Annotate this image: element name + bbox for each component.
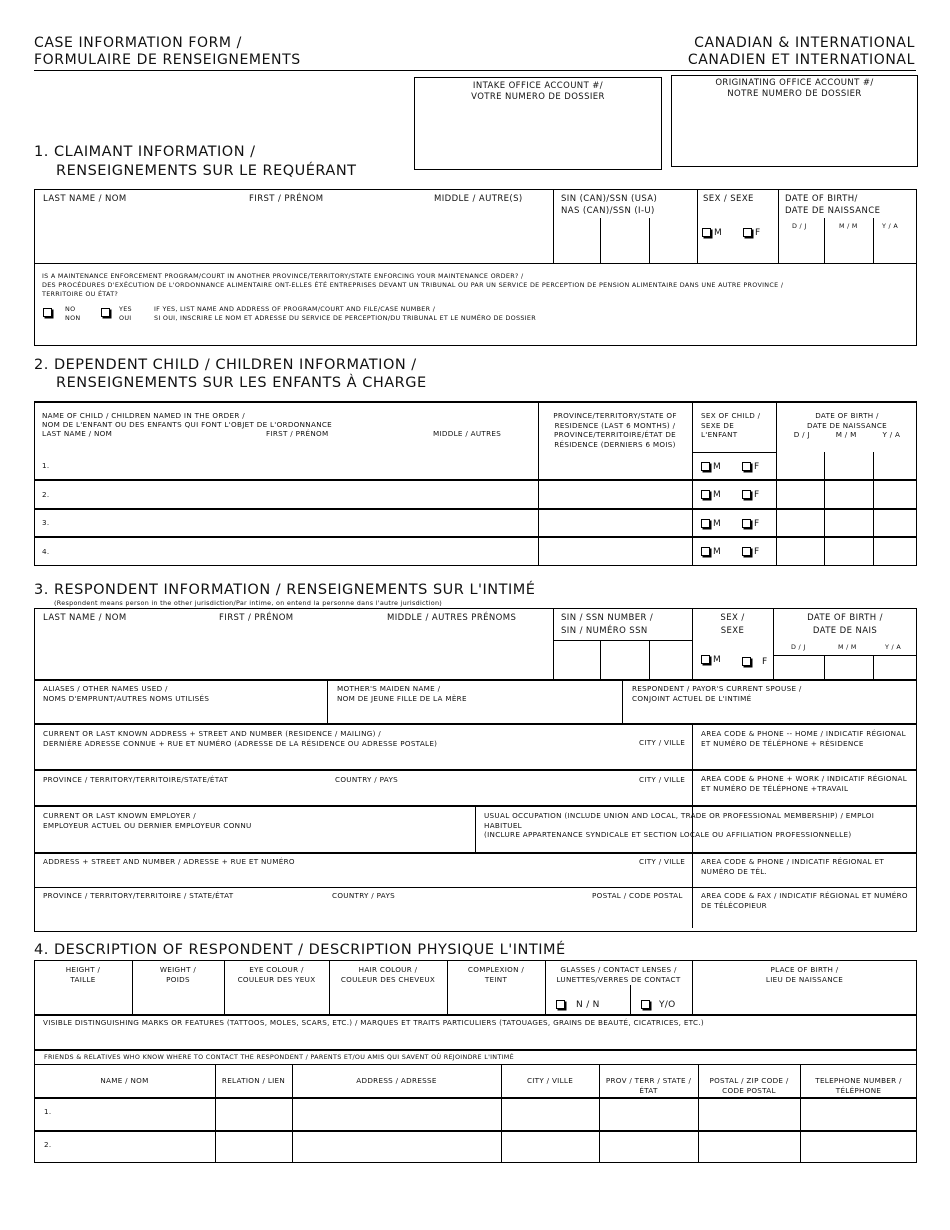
eye-colour-label bbox=[224, 965, 329, 984]
sex-female-text: F bbox=[762, 657, 768, 667]
respondent-sin-rule bbox=[553, 640, 692, 641]
respondent-middle-name-label: MIDDLE / AUTRES PRÉNOMS bbox=[387, 613, 517, 623]
home-phone-line-1: AREA CODE & PHONE -- HOME / INDICATIF RÉGIONAL bbox=[701, 729, 906, 738]
intake-account-label-en: INTAKE OFFICE ACCOUNT #/ bbox=[472, 81, 604, 91]
respondent-dob-divider bbox=[824, 655, 825, 679]
child-sex-line-1: SEX OF CHILD / bbox=[701, 411, 761, 420]
respondent-col-divider bbox=[622, 680, 623, 723]
respondent-col-divider bbox=[553, 608, 554, 679]
sex-male-text: M bbox=[713, 655, 722, 665]
checkbox-icon bbox=[701, 462, 710, 471]
employer-fax-line-1: AREA CODE & FAX / INDICATIF RÉGIONAL ET NUMÉRO bbox=[701, 891, 908, 900]
work-phone-label bbox=[701, 774, 907, 793]
respondent-row-rule bbox=[34, 852, 917, 854]
sex-female-text: F bbox=[754, 519, 760, 529]
spouse-line-1: RESPONDENT / PAYOR'S CURRENT SPOUSE / bbox=[632, 684, 802, 693]
dob-month-label: M / M bbox=[839, 222, 858, 230]
checkbox-icon bbox=[43, 308, 52, 317]
checkbox-icon bbox=[743, 228, 752, 237]
form-title-fr: FORMULAIRE DE RENSEIGNEMENTS bbox=[34, 52, 301, 68]
child-row-number: 1. bbox=[42, 461, 50, 470]
claimant-sin-label: SIN (CAN)/SSN (USA) bbox=[561, 194, 658, 204]
form-title-en: CASE INFORMATION FORM / bbox=[34, 35, 242, 51]
children-row-rule bbox=[34, 536, 917, 538]
sin-cell-divider bbox=[649, 218, 650, 263]
employer-line-2: EMPLOYEUR ACTUEL OU DERNIER EMPLOYEUR CONNU bbox=[43, 820, 252, 830]
children-col-divider bbox=[538, 402, 539, 566]
respondent-dob-line-2: DATE DE NAIS bbox=[812, 626, 878, 636]
friends-col-relation: RELATION / LIEN bbox=[221, 1076, 286, 1085]
claimant-sex-female-checkbox[interactable] bbox=[743, 228, 760, 238]
employer-label bbox=[43, 811, 252, 830]
work-phone-line-2: ET NUMÉRO DE TÉLÉPHONE +TRAVAIL bbox=[701, 783, 849, 793]
checkbox-icon bbox=[701, 490, 710, 499]
employer-phone-line-2: NUMÉRO DE TÉL. bbox=[701, 866, 768, 876]
checkbox-icon bbox=[742, 519, 751, 528]
child-province-line-4: RÉSIDENCE (DERNIERS 6 MOIS) bbox=[554, 439, 676, 449]
distinguishing-marks-label: VISIBLE DISTINGUISHING MARKS OR FEATURES (TATTOOS, MOLES, SCARS, ETC.) / MARQUES ET TRAITS PARTICULIERS (TATOUAGES, GRAINS DE BEAUTÉ, CICATRICES, ETC.) bbox=[43, 1018, 704, 1027]
address-city-label: CITY / VILLE bbox=[639, 738, 686, 747]
pob-line-2: LIEU DE NAISSANCE bbox=[765, 974, 844, 984]
height-line-2: TAILLE bbox=[70, 974, 96, 984]
maiden-line-1: MOTHER'S MAIDEN NAME / bbox=[337, 684, 441, 693]
country-label: COUNTRY / PAYS bbox=[335, 775, 399, 784]
enforcement-question-en: IS A MAINTENANCE ENFORCEMENT PROGRAM/COURT IN ANOTHER PROVINCE/TERRITORY/STATE ENFORCING YOUR MAINTENANCE ORDER? / bbox=[42, 272, 524, 280]
friends-col-telephone-line-1: TELEPHONE NUMBER / bbox=[815, 1076, 902, 1085]
height-line-1: HEIGHT / bbox=[65, 965, 101, 974]
employer-fax-label bbox=[701, 891, 908, 910]
claimant-col-divider bbox=[697, 189, 698, 263]
section-2-title: 2. DEPENDENT CHILD / CHILDREN INFORMATION / bbox=[34, 357, 417, 373]
enforcement-oui-label: OUI bbox=[119, 314, 132, 322]
aliases-line-1: ALIASES / OTHER NAMES USED / bbox=[43, 684, 168, 693]
respondent-sex-line-1: SEX / bbox=[720, 613, 745, 623]
friends-col-province-line-1: PROV / TERR / STATE / bbox=[605, 1076, 692, 1085]
child-1-female-checkbox[interactable] bbox=[742, 462, 759, 472]
employer-province-label: PROVINCE / TERRITORY/TERRITOIRE / STATE/ÉTAT bbox=[43, 891, 234, 900]
claimant-nas-label: NAS (CAN)/SSN (I-U) bbox=[561, 206, 655, 216]
child-name-label-en: NAME OF CHILD / CHILDREN NAMED IN THE ORDER / bbox=[42, 411, 245, 420]
respondent-sin-divider bbox=[600, 640, 601, 679]
enforcement-question-fr-2: TERRITOIRE OU ÉTAT? bbox=[42, 290, 119, 298]
sex-male-text: M bbox=[713, 462, 722, 472]
checkbox-icon bbox=[701, 519, 710, 528]
intake-account-label-fr: VOTRE NUMERO DE DOSSIER bbox=[471, 92, 605, 102]
respondent-dob-day-label: D / J bbox=[791, 643, 806, 651]
originating-account-label-en: ORIGINATING OFFICE ACCOUNT #/ bbox=[715, 78, 874, 88]
sex-female-text: F bbox=[754, 547, 760, 557]
friends-col-province-line-2: ÉTAT bbox=[639, 1085, 658, 1095]
employer-line-1: CURRENT OR LAST KNOWN EMPLOYER / bbox=[43, 811, 196, 820]
form-scope-fr: CANADIEN ET INTERNATIONAL bbox=[687, 52, 915, 68]
claimant-col-divider bbox=[778, 189, 779, 263]
section-4-title: 4. DESCRIPTION OF RESPONDENT / DESCRIPTION PHYSIQUE L'INTIMÉ bbox=[34, 942, 566, 958]
province-city-label: CITY / VILLE bbox=[639, 775, 686, 784]
work-phone-line-1: AREA CODE & PHONE + WORK / INDICATIF RÉGIONAL bbox=[701, 774, 908, 783]
claimant-sex-label: SEX / SEXE bbox=[703, 194, 754, 204]
child-dob-line-2: DATE DE NAISSANCE bbox=[807, 420, 887, 430]
checkbox-icon bbox=[101, 308, 110, 317]
checkbox-icon bbox=[556, 1000, 565, 1009]
child-province-line-3: PROVINCE/TERRITOIRE/ÉTAT DE bbox=[554, 430, 676, 439]
current-spouse-label bbox=[632, 684, 802, 703]
respondent-row-rule bbox=[34, 769, 917, 771]
respondent-dob-line-1: DATE OF BIRTH / bbox=[807, 613, 883, 623]
checkbox-icon bbox=[701, 655, 710, 664]
mother-maiden-name-label bbox=[337, 684, 467, 703]
weight-line-2: POIDS bbox=[166, 974, 190, 984]
employer-postal-label: POSTAL / CODE POSTAL bbox=[592, 891, 683, 900]
occupation-line-1: USUAL OCCUPATION (INCLUDE UNION AND LOCAL, TRADE OR PROFESSIONAL MEMBERSHIP) / EMPLOI HABITUEL bbox=[484, 811, 875, 830]
address-line-1: CURRENT OR LAST KNOWN ADDRESS + STREET AND NUMBER (RESIDENCE / MAILING) / bbox=[43, 729, 382, 738]
sex-male-text: M bbox=[713, 519, 722, 529]
employer-phone-label bbox=[701, 857, 884, 876]
friends-col-name: NAME / NOM bbox=[100, 1076, 149, 1085]
friends-table bbox=[34, 1050, 917, 1163]
child-province-line-2: RESIDENCE (LAST 6 MONTHS) / bbox=[554, 420, 676, 430]
header-rule bbox=[34, 70, 916, 71]
friends-header-rule bbox=[34, 1064, 917, 1065]
complexion-label bbox=[447, 965, 545, 984]
claimant-last-name-label: LAST NAME / NOM bbox=[43, 194, 127, 204]
occupation-label bbox=[484, 811, 914, 840]
friends-row-number: 2. bbox=[44, 1140, 52, 1149]
claimant-dob-label: DATE OF BIRTH/ bbox=[785, 194, 858, 204]
enforcement-no-label: NO bbox=[65, 305, 76, 313]
home-phone-line-2: ET NUMÉRO DE TÉLÉPHONE + RÉSIDENCE bbox=[701, 738, 864, 748]
checkbox-icon bbox=[701, 547, 710, 556]
glasses-line-2: LUNETTES/VERRES DE CONTACT bbox=[556, 974, 681, 984]
complexion-line-1: COMPLEXION / bbox=[467, 965, 525, 974]
originating-account-label-fr: NOTRE NUMERO DE DOSSIER bbox=[727, 89, 862, 99]
glasses-line-1: GLASSES / CONTACT LENSES / bbox=[560, 965, 677, 974]
respondent-dob-month-label: M / M bbox=[838, 643, 857, 651]
claimant-middle-name-label: MIDDLE / AUTRE(S) bbox=[434, 194, 523, 204]
section-3-title: 3. RESPONDENT INFORMATION / RENSEIGNEMENTS SUR L'INTIMÉ bbox=[34, 582, 536, 598]
sex-female-text: F bbox=[754, 462, 760, 472]
section-2-subtitle: RENSEIGNEMENTS SUR LES ENFANTS À CHARGE bbox=[56, 375, 427, 391]
employer-country-label: COUNTRY / PAYS bbox=[332, 891, 396, 900]
child-1-male-checkbox[interactable] bbox=[701, 462, 721, 472]
section-1-subtitle: RENSEIGNEMENTS SUR LE REQUÉRANT bbox=[56, 163, 357, 179]
child-row-number: 3. bbox=[42, 518, 50, 527]
respondent-sex-male-checkbox[interactable] bbox=[701, 655, 721, 665]
sin-cell-divider bbox=[600, 218, 601, 263]
dob-cell-divider bbox=[824, 218, 825, 263]
child-dob-line-1: DATE OF BIRTH / bbox=[815, 411, 879, 420]
eye-line-1: EYE COLOUR / bbox=[249, 965, 304, 974]
child-4-male-checkbox[interactable] bbox=[701, 547, 721, 557]
glasses-yes-checkbox[interactable] bbox=[641, 1000, 676, 1010]
respondent-first-name-label: FIRST / PRÉNOM bbox=[219, 613, 294, 623]
complexion-line-2: TEINT bbox=[484, 974, 508, 984]
children-row-rule bbox=[34, 479, 917, 481]
if-yes-instruction-en: IF YES, LIST NAME AND ADDRESS OF PROGRAM/COURT AND FILE/CASE NUMBER / bbox=[154, 305, 436, 313]
sex-female-text: F bbox=[755, 228, 761, 238]
respondent-row-rule bbox=[34, 679, 917, 681]
child-2-male-checkbox[interactable] bbox=[701, 490, 721, 500]
if-yes-instruction-fr: SI OUI, INSCRIRE LE NOM ET ADRESSE DU SERVICE DE PERCEPTION/DU TRIBUNAL ET LE NUMÉRO DE DOSSIER bbox=[154, 314, 536, 322]
claimant-col-divider bbox=[553, 189, 554, 263]
child-sex-line-2: SEXE DE bbox=[701, 420, 735, 430]
description-row-rule bbox=[34, 1014, 917, 1016]
respondent-dob-divider bbox=[873, 655, 874, 679]
child-sex-label bbox=[701, 411, 760, 440]
child-4-female-checkbox[interactable] bbox=[742, 547, 759, 557]
child-province-label bbox=[540, 411, 690, 449]
current-address-label bbox=[43, 729, 437, 748]
respondent-dob-year-label: Y / A bbox=[885, 643, 901, 651]
hair-line-1: HAIR COLOUR / bbox=[358, 965, 418, 974]
intake-account-field[interactable] bbox=[414, 77, 662, 170]
respondent-sex-line-2: SEXE bbox=[720, 626, 745, 636]
child-last-name-label: LAST NAME / NOM bbox=[42, 429, 113, 438]
respondent-sex-label bbox=[692, 613, 773, 637]
enforcement-question-fr: DES PROCÉDURES D'EXÉCUTION DE L'ORDONNANCE ALIMENTAIRE ONT-ELLES ÉTÉ ENTREPRISES DEVANT UN TRIBUNAL OU PAR UN SERVICE DE PERCEPTION DE PENSION ALIMENTAIRE DANS UNE AUTRE PROVINCE / bbox=[42, 281, 784, 289]
dob-day-label: D / J bbox=[792, 222, 807, 230]
employer-fax-line-2: DE TÉLÉCOPIEUR bbox=[701, 900, 767, 910]
glasses-label bbox=[545, 965, 692, 984]
friends-col-postal bbox=[698, 1076, 800, 1095]
friends-col-postal-line-1: POSTAL / ZIP CODE / bbox=[709, 1076, 789, 1085]
dob-year-label: Y / A bbox=[882, 222, 898, 230]
friends-col-telephone-line-2: TÉLÉPHONE bbox=[835, 1085, 882, 1095]
employer-city-label: CITY / VILLE bbox=[639, 857, 686, 866]
respondent-row-rule bbox=[34, 723, 917, 725]
friends-row-rule bbox=[34, 1130, 917, 1132]
claimant-sex-male-checkbox[interactable] bbox=[702, 228, 722, 238]
friends-row-number: 1. bbox=[44, 1107, 52, 1116]
friends-row-rule bbox=[34, 1097, 917, 1099]
enforcement-yes-checkbox[interactable] bbox=[101, 302, 113, 321]
children-row-rule bbox=[34, 508, 917, 510]
child-middle-name-label: MIDDLE / AUTRES bbox=[433, 429, 502, 438]
friends-col-city: CITY / VILLE bbox=[526, 1076, 574, 1085]
maiden-line-2: NOM DE JEUNE FILLE DE LA MÈRE bbox=[337, 693, 467, 703]
home-phone-label bbox=[701, 729, 906, 748]
employer-col-divider bbox=[475, 806, 476, 852]
spouse-line-2: CONJOINT ACTUEL DE L'INTIMÉ bbox=[632, 693, 752, 703]
province-label: PROVINCE / TERRITORY/TERRITOIRE/STATE/ÉTAT bbox=[43, 775, 229, 784]
weight-label bbox=[132, 965, 224, 984]
respondent-definition-note: (Respondent means person in the other jurisdiction/Par intime, on entend la personne dans l'autre jurisdiction) bbox=[54, 599, 443, 607]
originating-account-field[interactable] bbox=[671, 75, 918, 167]
checkbox-icon bbox=[641, 1000, 650, 1009]
friends-col-postal-line-2: CODE POSTAL bbox=[722, 1085, 776, 1095]
hair-colour-label bbox=[329, 965, 447, 984]
child-dob-line-3: D / J M / M Y / A bbox=[793, 430, 901, 439]
friends-col-address: ADDRESS / ADRESSE bbox=[356, 1076, 437, 1085]
place-of-birth-label bbox=[692, 965, 917, 984]
checkbox-icon bbox=[742, 490, 751, 499]
glasses-no-checkbox[interactable] bbox=[556, 1000, 600, 1010]
claimant-first-name-label: FIRST / PRÉNOM bbox=[249, 194, 324, 204]
friends-col-telephone bbox=[800, 1076, 917, 1095]
glasses-no-text: N / N bbox=[576, 1000, 600, 1010]
glasses-yes-text: Y/O bbox=[659, 1000, 676, 1010]
height-label bbox=[34, 965, 132, 984]
respondent-dob-label bbox=[773, 613, 917, 637]
checkbox-icon bbox=[742, 462, 751, 471]
child-3-male-checkbox[interactable] bbox=[701, 519, 721, 529]
respondent-sex-female-checkbox[interactable] bbox=[742, 657, 767, 667]
child-name-label-fr: NOM DE L'ENFANT OU DES ENFANTS QUI FONT L'OBJET DE L'ORDONNANCE bbox=[42, 420, 333, 429]
address-line-2: DERNIÈRE ADRESSE CONNUE + RUE ET NUMÉRO (ADRESSE DE LA RÉSIDENCE OU ADRESSE POSTALE) bbox=[43, 738, 438, 748]
child-sex-line-3: L'ENFANT bbox=[701, 430, 738, 439]
child-dob-label bbox=[777, 411, 917, 440]
child-row-number: 4. bbox=[42, 547, 50, 556]
occupation-line-2: (INCLURE APPARTENANCE SYNDICALE ET SECTION LOCALE OU AFFILIATION PROFESSIONNELLE) bbox=[484, 830, 852, 839]
employer-address-label: ADDRESS + STREET AND NUMBER / ADRESSE + RUE ET NUMÉRO bbox=[43, 857, 295, 866]
pob-line-1: PLACE OF BIRTH / bbox=[770, 965, 839, 974]
aliases-label bbox=[43, 684, 209, 703]
respondent-sin-divider bbox=[649, 640, 650, 679]
hair-line-2: COULEUR DES CHEVEUX bbox=[340, 974, 436, 984]
child-province-line-1: PROVINCE/TERRITORY/STATE OF bbox=[553, 411, 677, 420]
claimant-dob-label-fr: DATE DE NAISSANCE bbox=[785, 206, 881, 216]
respondent-last-name-label: LAST NAME / NOM bbox=[43, 613, 127, 623]
checkbox-icon bbox=[742, 547, 751, 556]
child-first-name-label: FIRST / PRÉNOM bbox=[266, 429, 329, 438]
checkbox-icon bbox=[702, 228, 711, 237]
respondent-sin-label-fr: SIN / NUMÉRO SSN bbox=[561, 626, 648, 636]
children-sex-rule bbox=[692, 452, 776, 453]
weight-line-1: WEIGHT / bbox=[159, 965, 197, 974]
glasses-divider bbox=[630, 985, 631, 1014]
enforcement-yes-label: YES bbox=[119, 305, 132, 313]
child-row-number: 2. bbox=[42, 490, 50, 499]
friends-col-province bbox=[599, 1076, 698, 1095]
respondent-sin-label: SIN / SSN NUMBER / bbox=[561, 613, 654, 623]
child-2-female-checkbox[interactable] bbox=[742, 490, 759, 500]
sex-female-text: F bbox=[754, 490, 760, 500]
employer-phone-line-1: AREA CODE & PHONE / INDICATIF RÉGIONAL ET bbox=[701, 857, 885, 866]
child-3-female-checkbox[interactable] bbox=[742, 519, 759, 529]
section-1-title: 1. CLAIMANT INFORMATION / bbox=[34, 144, 256, 160]
respondent-row-rule bbox=[34, 887, 917, 888]
sex-male-text: M bbox=[713, 547, 722, 557]
sex-male-text: M bbox=[713, 490, 722, 500]
enforcement-no-checkbox[interactable] bbox=[43, 302, 55, 321]
enforcement-non-label: NON bbox=[65, 314, 81, 322]
checkbox-icon bbox=[742, 657, 751, 666]
children-col-divider bbox=[692, 402, 693, 566]
eye-line-2: COULEUR DES YEUX bbox=[237, 974, 316, 984]
sex-male-text: M bbox=[714, 228, 723, 238]
aliases-line-2: NOMS D'EMPRUNT/AUTRES NOMS UTILISÉS bbox=[43, 693, 210, 703]
friends-relatives-label: FRIENDS & RELATIVES WHO KNOW WHERE TO CONTACT THE RESPONDENT / PARENTS ET/OU AMIS QUI SAVENT OÙ REJOINDRE L'INTIMÉ bbox=[44, 1053, 514, 1061]
form-scope-en: CANADIAN & INTERNATIONAL bbox=[694, 35, 915, 51]
dob-cell-divider bbox=[873, 218, 874, 263]
respondent-dob-rule bbox=[773, 655, 917, 656]
claimant-row-divider bbox=[34, 263, 917, 264]
respondent-col-divider bbox=[327, 680, 328, 723]
